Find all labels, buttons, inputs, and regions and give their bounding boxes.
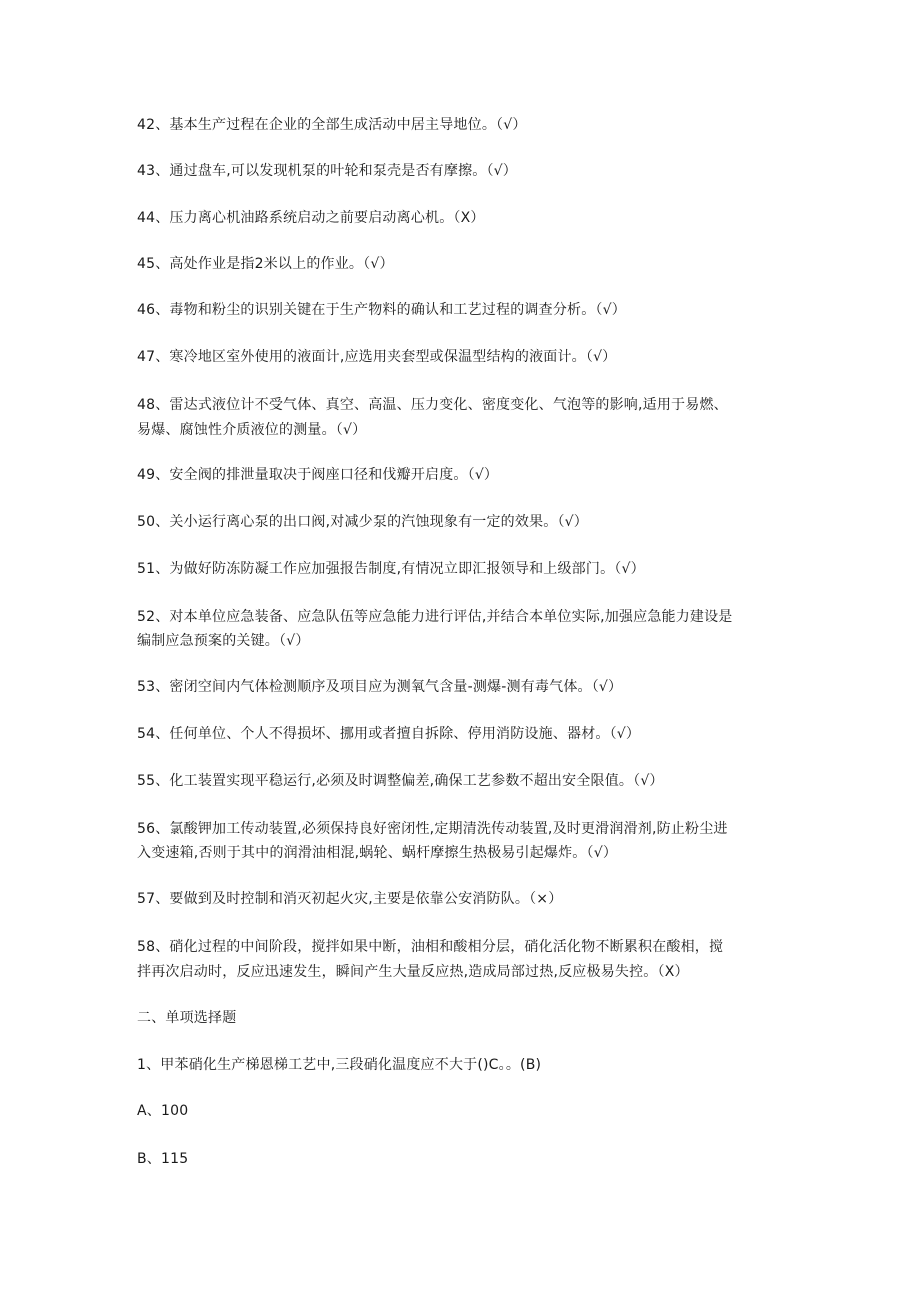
- statement-48-line-2: 易爆、腐蚀性介质液位的测量。（√）: [137, 422, 367, 438]
- statement-58-line-1: 58、硝化过程的中间阶段，搅拌如果中断，油相和酸相分层，硝化活化物不断累积在酸相，搅: [137, 939, 724, 955]
- option-a: A、100: [137, 1103, 189, 1119]
- section-heading: 二、单项选择题: [137, 1010, 237, 1026]
- statement-55: 55、化工装置实现平稳运行,必须及时调整偏差,确保工艺参数不超出安全限值。（√）: [137, 773, 664, 789]
- statement-51: 51、为做好防冻防凝工作应加强报告制度,有情况立即汇报领导和上级部门。（√）: [137, 561, 645, 577]
- statement-43: 43、通过盘车,可以发现机泵的叶轮和泵壳是否有摩擦。（√）: [137, 163, 517, 179]
- statement-58-line-2: 拌再次启动时，反应迅速发生，瞬间产生大量反应热,造成局部过热,反应极易失控。（X）: [137, 964, 689, 980]
- statement-42: 42、基本生产过程在企业的全部生成活动中居主导地位。（√）: [137, 117, 527, 133]
- statement-46: 46、毒物和粉尘的识别关键在于生产物料的确认和工艺过程的调查分析。（√）: [137, 302, 626, 318]
- question-1: 1、甲苯硝化生产梯恩梯工艺中,三段硝化温度应不大于()C。。(B): [137, 1057, 542, 1073]
- statement-53: 53、密闭空间内气体检测顺序及项目应为测氧气含量-测爆-测有毒气体。（√）: [137, 679, 623, 695]
- statement-57: 57、要做到及时控制和消灭初起火灾,主要是依靠公安消防队。（×）: [137, 891, 563, 907]
- statement-52-line-2: 编制应急预案的关键。（√）: [137, 633, 310, 649]
- statement-48-line-1: 48、雷达式液位计不受气体、真空、高温、压力变化、密度变化、气泡等的影响,适用于易燃、: [137, 397, 728, 413]
- statement-47: 47、寒冷地区室外使用的液面计,应选用夹套型或保温型结构的液面计。（√）: [137, 349, 617, 365]
- statement-44: 44、压力离心机油路系统启动之前要启动离心机。（X）: [137, 210, 485, 226]
- statement-52-line-1: 52、对本单位应急装备、应急队伍等应急能力进行评估,并结合本单位实际,加强应急能力建设是: [137, 609, 733, 625]
- statement-54: 54、任何单位、个人不得损坏、挪用或者擅自拆除、停用消防设施、器材。（√）: [137, 726, 641, 742]
- statement-45: 45、高处作业是指2米以上的作业。（√）: [137, 256, 394, 272]
- statement-50: 50、关小运行离心泵的出口阀,对减少泵的汽蚀现象有一定的效果。（√）: [137, 514, 588, 530]
- statement-56-line-1: 56、氯酸钾加工传动装置,必须保持良好密闭性,定期清洗传动装置,及时更滑润滑剂,防止粉尘进: [137, 821, 728, 837]
- statement-56-line-2: 入变速箱,否则于其中的润滑油相混,蜗轮、蜗杆摩擦生热极易引起爆炸。（√）: [137, 845, 618, 861]
- statement-49: 49、安全阀的排泄量取决于阀座口径和伐瓣开启度。（√）: [137, 467, 499, 483]
- option-b: B、115: [137, 1151, 189, 1167]
